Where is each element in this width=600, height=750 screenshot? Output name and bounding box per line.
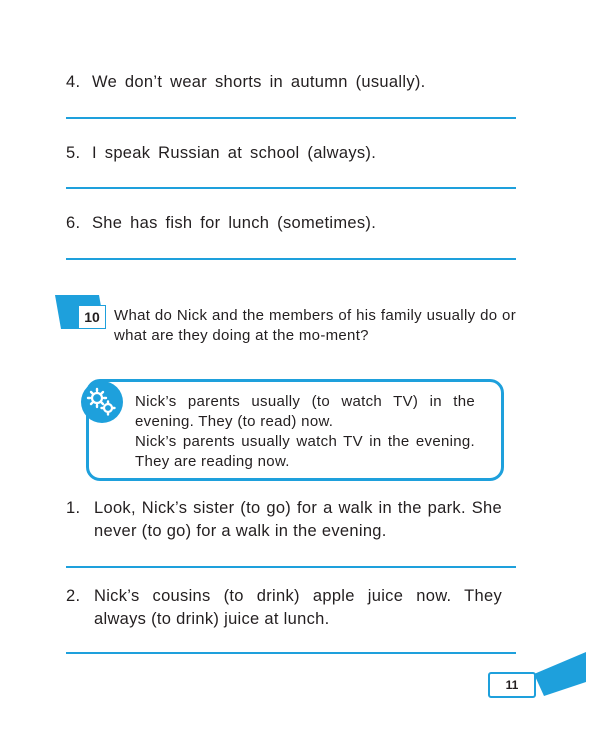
sentence-5 <box>66 144 376 163</box>
answer-line[interactable] <box>66 652 516 654</box>
answer-line[interactable] <box>66 566 516 568</box>
answer-line[interactable] <box>66 117 516 119</box>
sentence-number: 6. <box>66 214 81 232</box>
exercise-number: 10 <box>78 305 106 329</box>
sentence-text: I speak Russian at school (always). <box>92 144 377 162</box>
task-text: Nick’s cousins (to drink) apple juice now. They always (to drink) juice at lunch. <box>94 587 502 628</box>
sentence-6 <box>66 214 376 233</box>
task-number: 2. <box>66 587 81 605</box>
sentence-4 <box>66 73 426 92</box>
page-number: 11 <box>488 672 536 698</box>
sentence-text: We don’t wear shorts in autumn (usually). <box>92 73 426 91</box>
example-text <box>135 392 475 472</box>
task-number: 1. <box>66 499 81 517</box>
sentence-number: 4. <box>66 73 81 91</box>
sentence-text: She has fish for lunch (sometimes). <box>92 214 377 232</box>
gears-icon <box>80 380 124 424</box>
example-answer: Nick’s parents usually watch TV in the evening. They are reading now. <box>135 433 475 470</box>
sentence-number: 5. <box>66 144 81 162</box>
example-prompt: Nick’s parents usually (to watch TV) in the evening. They (to read) now. <box>135 393 475 430</box>
answer-line[interactable] <box>66 187 516 189</box>
answer-line[interactable] <box>66 258 516 260</box>
task-text: Look, Nick’s sister (to go) for a walk in the park. She never (to go) for a walk in the evening. <box>94 499 502 540</box>
exercise-instruction: What do Nick and the members of his family usually do or what are they doing at the mo-ment? <box>114 307 516 344</box>
